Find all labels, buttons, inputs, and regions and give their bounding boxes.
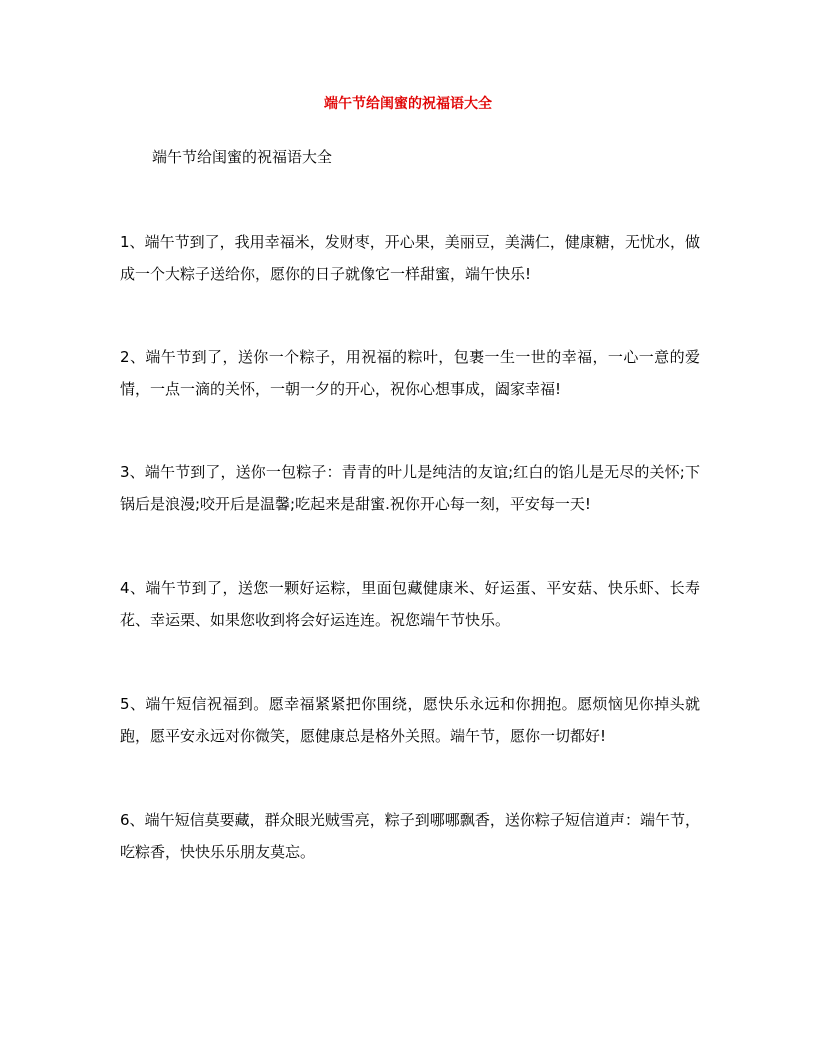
document-subtitle: 端午节给闺蜜的祝福语大全 bbox=[152, 148, 333, 166]
blessing-paragraph-2: 2、端午节到了，送你一个粽子，用祝福的粽叶，包裹一生一世的幸福，一心一意的爱情，一点一滴的关怀，一朝一夕的开心，祝你心想事成，阖家幸福! bbox=[120, 348, 700, 398]
blessing-paragraph-1: 1、端午节到了，我用幸福米，发财枣，开心果，美丽豆，美满仁，健康糖，无忧水，做成一个大粽子送给你，愿你的日子就像它一样甜蜜，端午快乐! bbox=[120, 233, 700, 283]
blessing-paragraph-6: 6、端午短信莫要藏，群众眼光贼雪亮，粽子到哪哪飘香，送你粽子短信道声：端午节，吃粽香，快快乐乐朋友莫忘。 bbox=[120, 811, 700, 861]
blessing-paragraph-3: 3、端午节到了，送你一包粽子：青青的叶儿是纯洁的友谊;红白的馅儿是无尽的关怀;下锅后是浪漫;咬开后是温馨;吃起来是甜蜜.祝你开心每一刻，平安每一天! bbox=[120, 463, 700, 513]
blessing-paragraph-5: 5、端午短信祝福到。愿幸福紧紧把你围绕，愿快乐永远和你拥抱。愿烦恼见你掉头就跑，愿平安永远对你微笑，愿健康总是格外关照。端午节，愿你一切都好! bbox=[120, 695, 700, 745]
document-title: 端午节给闺蜜的祝福语大全 bbox=[324, 96, 492, 112]
blessing-paragraph-4: 4、端午节到了，送您一颗好运粽，里面包藏健康米、好运蛋、平安菇、快乐虾、长寿花、幸运栗、如果您收到将会好运连连。祝您端午节快乐。 bbox=[120, 579, 700, 629]
